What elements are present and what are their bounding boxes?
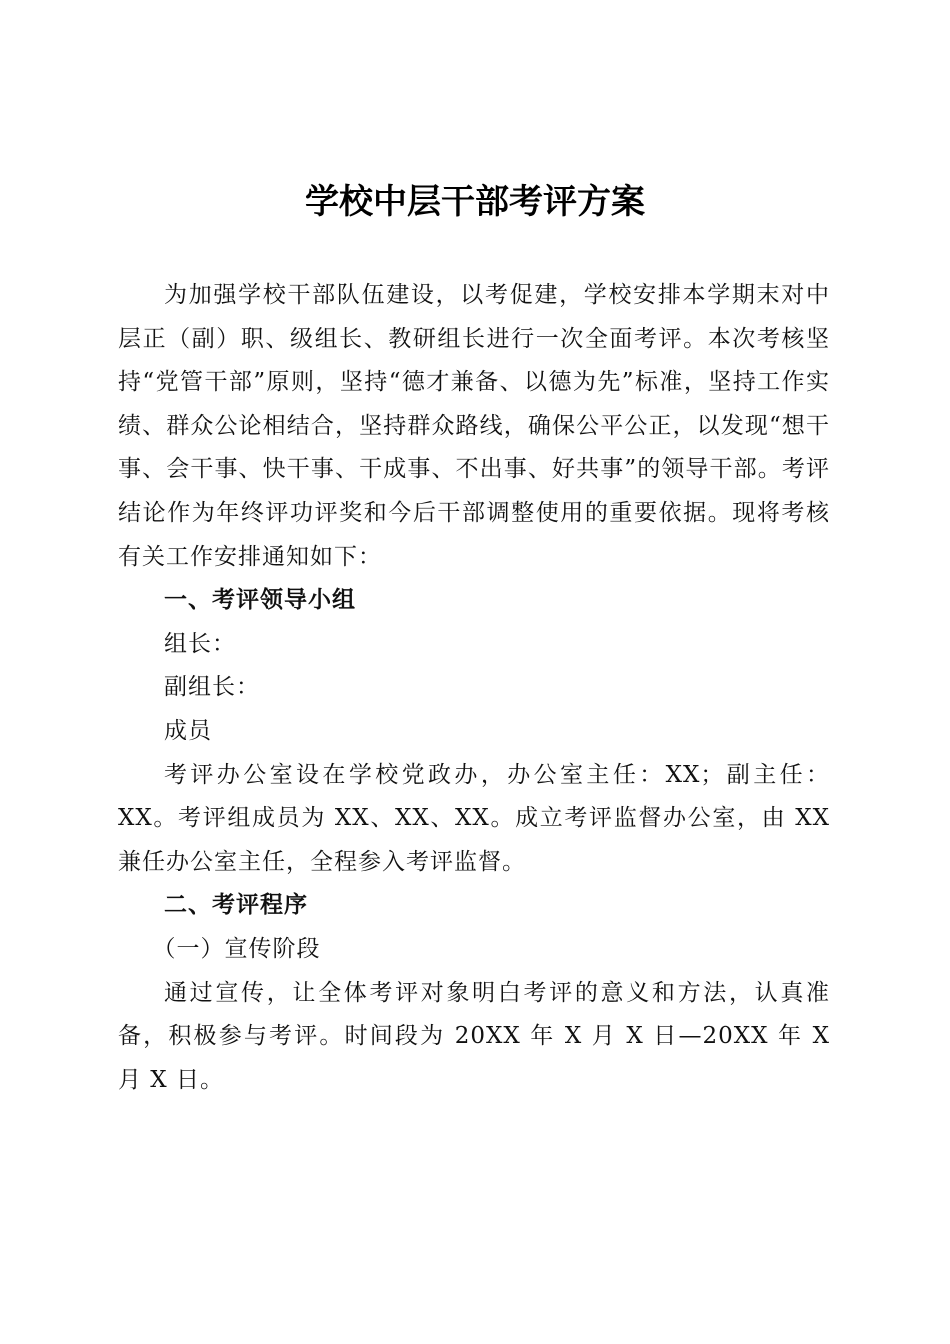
leader-line: 组长：: [164, 630, 236, 657]
members-line: 成员: [164, 717, 212, 744]
document-body: [118, 274, 830, 1102]
stage-1-heading: （一）宣传阶段: [152, 935, 321, 962]
intro-paragraph: 为加强学校干部队伍建设，以考促建，学校安排本学期末对中层正（副）职、级组长、教研组长进行一次全面考评。本次考核坚持“党管干部”原则，坚持“德才兼备、以德为先”标准，坚持工作实绩、群众公论相结合，坚持群众路线，确保公平公正，以发现“想干事、会干事、快干事、干成事、不出事、好共事”的领导干部。考评结论作为年终评功评奖和今后干部调整使用的重要依据。现将考核有关工作安排通知如下：: [118, 282, 830, 570]
office-paragraph: 考评办公室设在学校党政办，办公室主任：XX；副主任：XX。考评组成员为 XX、XX、XX。成立考评监督办公室，由 XX 兼任办公室主任，全程参入考评监督。: [118, 761, 830, 875]
section-1-heading: 一、考评领导小组: [164, 587, 356, 614]
section-2-heading: 二、考评程序: [164, 892, 308, 919]
stage-1-paragraph: 通过宣传，让全体考评对象明白考评的意义和方法，认真准备，积极参与考评。时间段为 20XX 年 X 月 X 日—20XX 年 X 月 X 日。: [118, 979, 830, 1093]
document-title: 学校中层干部考评方案: [305, 182, 645, 222]
deputy-leader-line: 副组长：: [164, 674, 260, 701]
